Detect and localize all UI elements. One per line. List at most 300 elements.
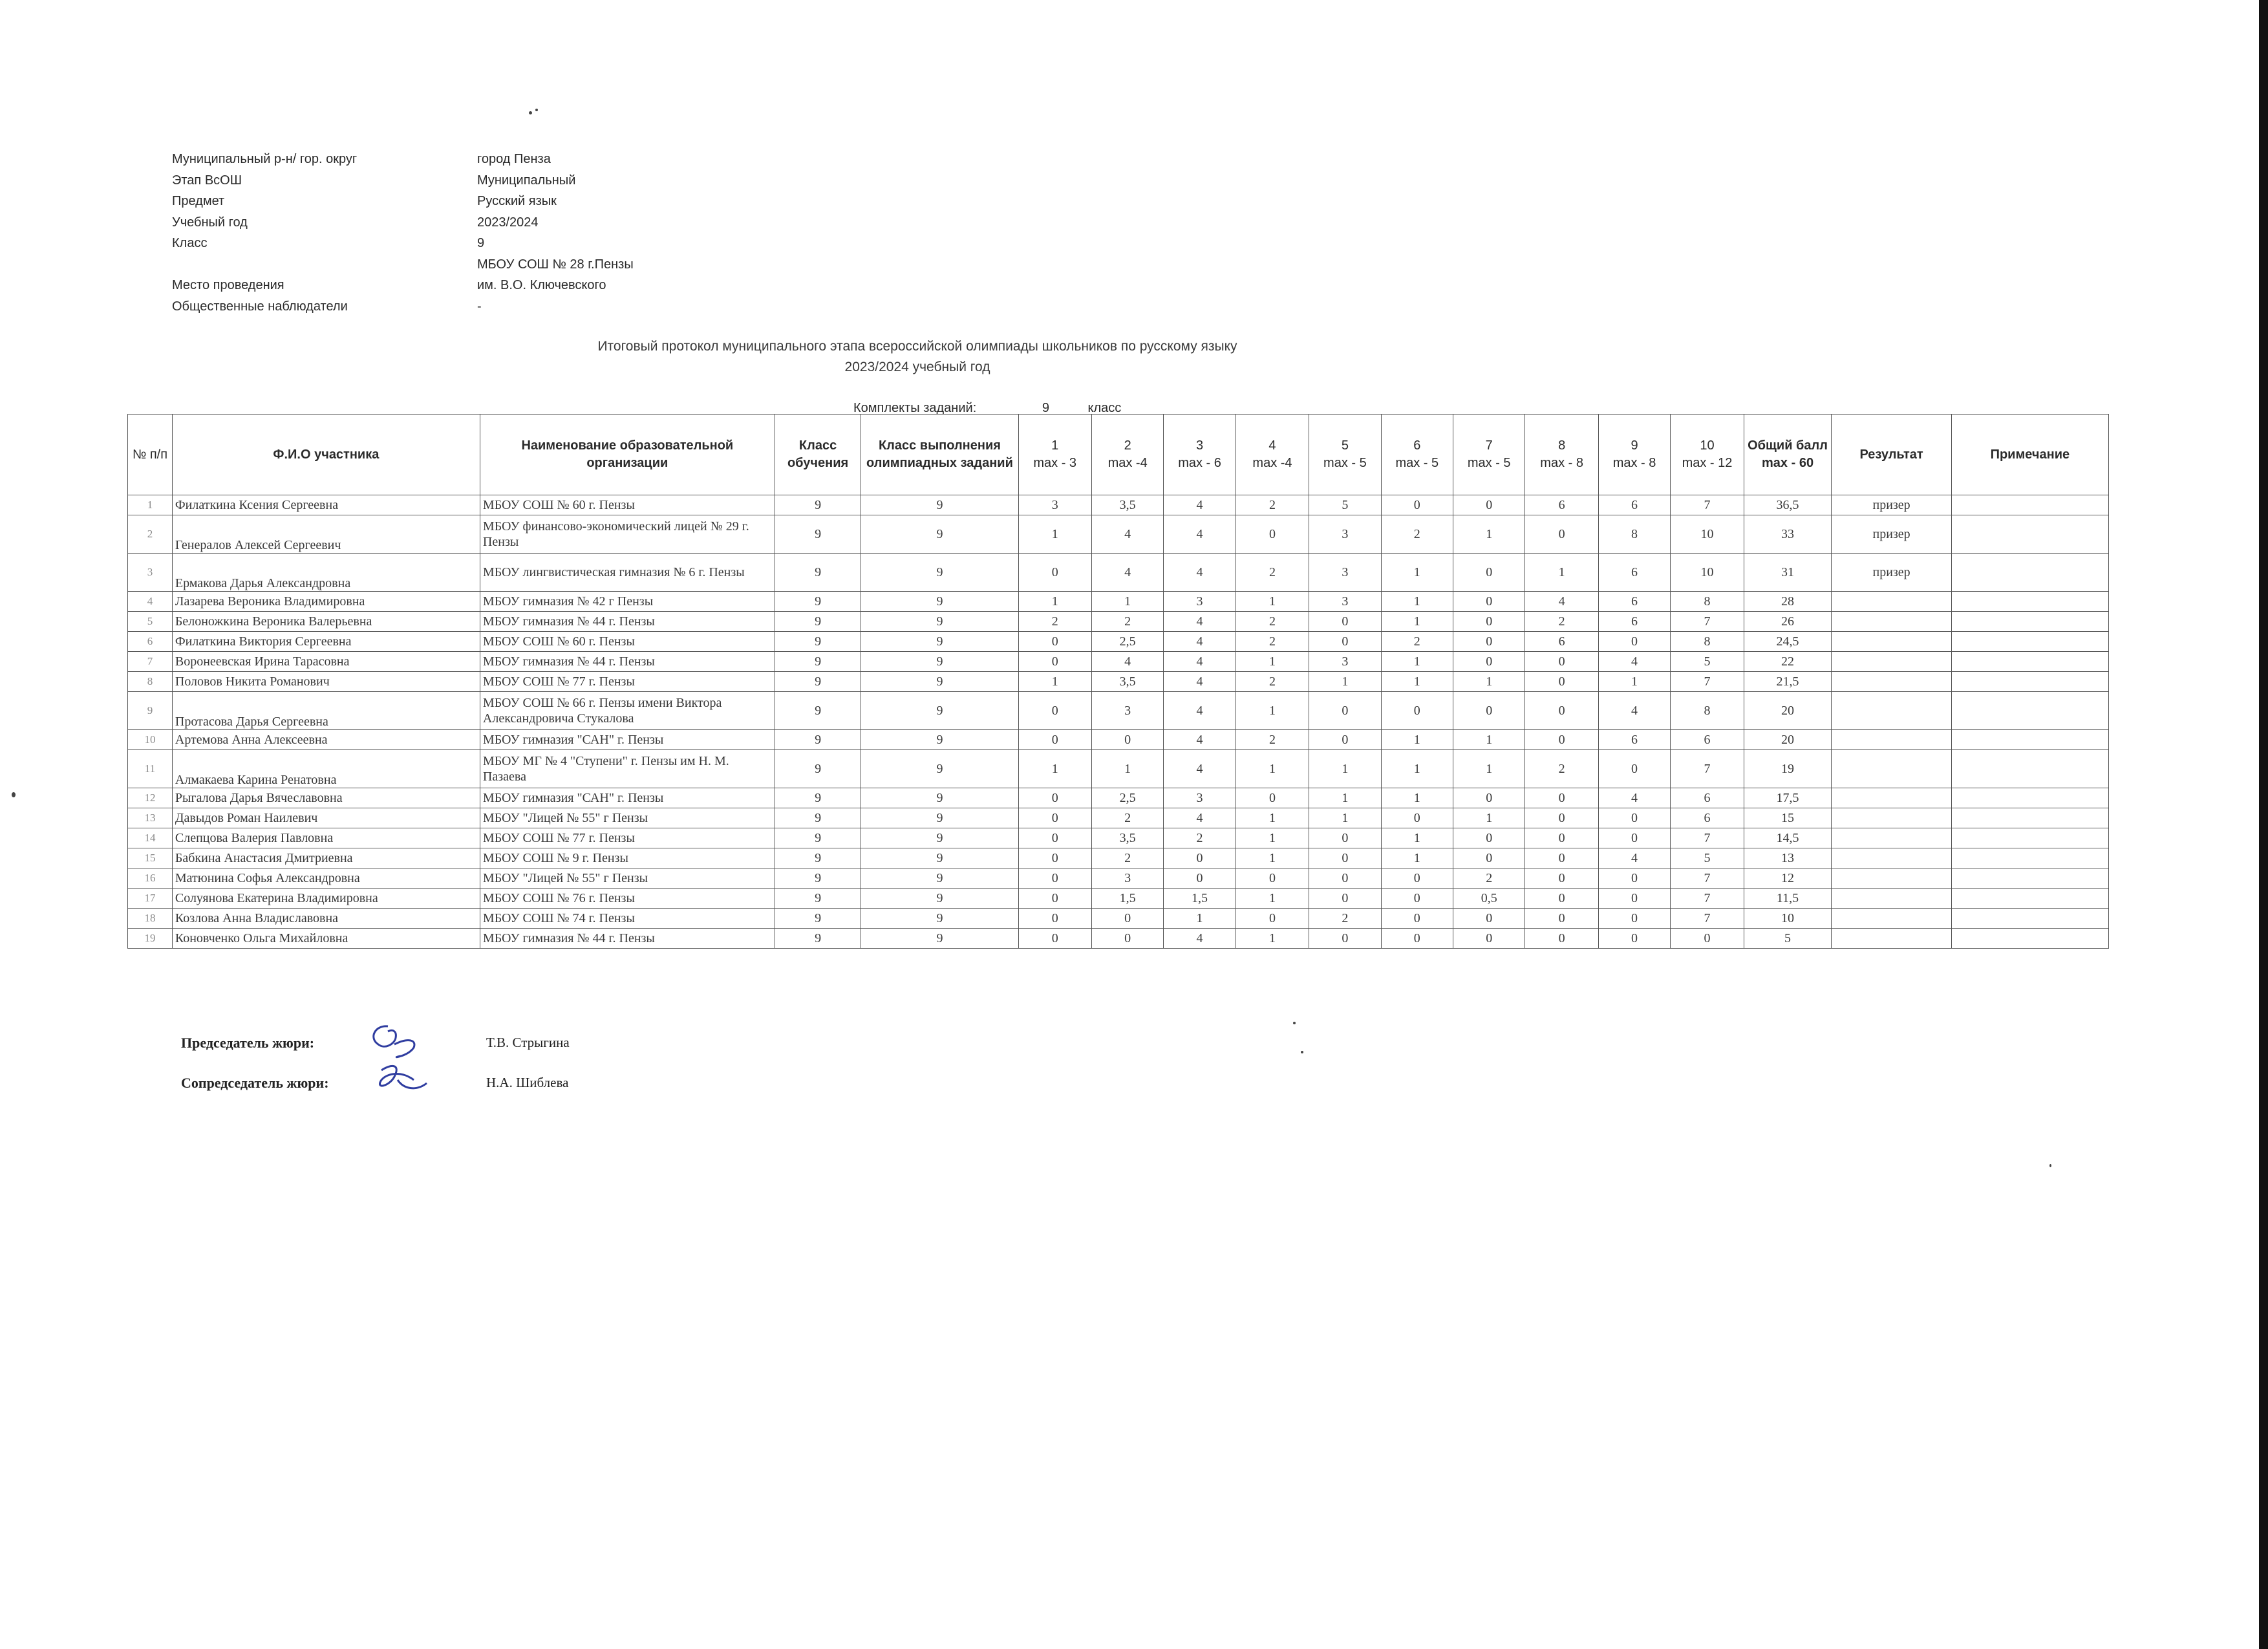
task-score: 2 bbox=[1236, 632, 1309, 652]
row-number: 8 bbox=[128, 672, 173, 692]
chair-label: Председатель жюри: bbox=[181, 1035, 315, 1051]
table-row bbox=[128, 495, 2109, 515]
row-number: 13 bbox=[128, 808, 173, 828]
task-score: 2 bbox=[1309, 909, 1381, 929]
task-score: 0 bbox=[1236, 788, 1309, 808]
grade-cell: 9 bbox=[775, 612, 861, 632]
table-row bbox=[128, 788, 2109, 808]
task-score: 3 bbox=[1091, 868, 1163, 889]
task-score: 3 bbox=[1164, 592, 1236, 612]
task-score: 1 bbox=[1309, 750, 1381, 788]
header-field-value: - bbox=[477, 299, 482, 314]
grade-cell: 9 bbox=[775, 592, 861, 612]
task-score: 2 bbox=[1525, 612, 1598, 632]
results-table bbox=[127, 414, 2109, 949]
task-score: 4 bbox=[1525, 592, 1598, 612]
task-score: 0 bbox=[1018, 909, 1091, 929]
header-field-label: Класс bbox=[172, 236, 208, 250]
school-name: МБОУ гимназия № 42 г Пензы bbox=[480, 592, 775, 612]
grade-cell: 9 bbox=[775, 889, 861, 909]
task-score: 6 bbox=[1598, 592, 1670, 612]
protocol-year: 2023/2024 учебный год bbox=[844, 360, 990, 374]
task-score: 4 bbox=[1091, 652, 1163, 672]
row-number: 18 bbox=[128, 909, 173, 929]
task-score: 7 bbox=[1671, 868, 1744, 889]
task-score: 0 bbox=[1164, 848, 1236, 868]
task-score: 0 bbox=[1309, 929, 1381, 949]
scan-edge bbox=[2259, 0, 2268, 1649]
task-score: 3,5 bbox=[1091, 828, 1163, 848]
scan-speck bbox=[12, 792, 16, 797]
row-number: 19 bbox=[128, 929, 173, 949]
result-cell bbox=[1832, 909, 1951, 929]
school-name: МБОУ "Лицей № 55" г Пензы bbox=[480, 868, 775, 889]
col-task-6 bbox=[1381, 415, 1453, 495]
task-score: 2 bbox=[1381, 515, 1453, 554]
task-score: 0 bbox=[1018, 652, 1091, 672]
row-number: 11 bbox=[128, 750, 173, 788]
total-score: 13 bbox=[1744, 848, 1832, 868]
task-score: 6 bbox=[1671, 730, 1744, 750]
note-cell bbox=[1951, 788, 2108, 808]
col-result: Результат bbox=[1832, 415, 1951, 495]
row-number: 15 bbox=[128, 848, 173, 868]
table-row bbox=[128, 868, 2109, 889]
participant-name: Бабкина Анастасия Дмитриевна bbox=[172, 848, 480, 868]
school-name: МБОУ лингвистическая гимназия № 6 г. Пензы bbox=[480, 554, 775, 592]
grade-cell: 9 bbox=[775, 828, 861, 848]
col-grade: Класс обучения bbox=[775, 415, 861, 495]
header-field-row bbox=[172, 275, 736, 296]
task-score: 0 bbox=[1525, 868, 1598, 889]
task-score: 4 bbox=[1598, 848, 1670, 868]
col-task-max: max - 3 bbox=[1033, 456, 1077, 470]
school-name: МБОУ гимназия № 44 г. Пензы bbox=[480, 612, 775, 632]
header-field-row bbox=[172, 233, 736, 254]
note-cell bbox=[1951, 828, 2108, 848]
table-row bbox=[128, 652, 2109, 672]
task-score: 0 bbox=[1091, 730, 1163, 750]
task-score: 0 bbox=[1018, 632, 1091, 652]
kit-cell: 9 bbox=[861, 692, 1018, 730]
row-number: 10 bbox=[128, 730, 173, 750]
table-row bbox=[128, 828, 2109, 848]
task-score: 4 bbox=[1164, 515, 1236, 554]
task-score: 1 bbox=[1236, 692, 1309, 730]
task-score: 1 bbox=[1309, 808, 1381, 828]
row-number: 7 bbox=[128, 652, 173, 672]
scan-speck bbox=[2049, 1164, 2051, 1167]
kit-cell: 9 bbox=[861, 730, 1018, 750]
school-name: МБОУ "Лицей № 55" г Пензы bbox=[480, 808, 775, 828]
school-name: МБОУ гимназия "САН" г. Пензы bbox=[480, 788, 775, 808]
result-cell bbox=[1832, 788, 1951, 808]
row-number: 12 bbox=[128, 788, 173, 808]
total-score: 12 bbox=[1744, 868, 1832, 889]
header-field-label: Общественные наблюдатели bbox=[172, 299, 348, 314]
protocol-title: Итоговый протокол муниципального этапа всероссийской олимпиады школьников по русскому языку bbox=[597, 339, 1237, 354]
header-field-label: Место проведения bbox=[172, 278, 284, 292]
header-field-row bbox=[172, 170, 736, 191]
task-score: 10 bbox=[1671, 554, 1744, 592]
grade-cell: 9 bbox=[775, 808, 861, 828]
task-score: 0 bbox=[1598, 828, 1670, 848]
note-cell bbox=[1951, 612, 2108, 632]
task-score: 1 bbox=[1236, 652, 1309, 672]
table-row bbox=[128, 730, 2109, 750]
grade-cell: 9 bbox=[775, 909, 861, 929]
kit-cell: 9 bbox=[861, 909, 1018, 929]
task-score: 2 bbox=[1453, 868, 1525, 889]
task-score: 4 bbox=[1164, 929, 1236, 949]
kit-cell: 9 bbox=[861, 652, 1018, 672]
col-kit: Класс выполнения олимпиадных заданий bbox=[861, 415, 1018, 495]
header-field-value: Муниципальный bbox=[477, 173, 576, 188]
task-score: 0 bbox=[1091, 929, 1163, 949]
note-cell bbox=[1951, 515, 2108, 554]
col-task-max: max -4 bbox=[1252, 456, 1292, 470]
kit-cell: 9 bbox=[861, 808, 1018, 828]
col-note: Примечание bbox=[1951, 415, 2108, 495]
task-score: 4 bbox=[1164, 672, 1236, 692]
task-score: 0 bbox=[1525, 828, 1598, 848]
task-score: 7 bbox=[1671, 828, 1744, 848]
task-score: 0 bbox=[1598, 868, 1670, 889]
col-task-max: max - 8 bbox=[1612, 456, 1656, 470]
task-score: 2 bbox=[1091, 848, 1163, 868]
col-task-max: max - 5 bbox=[1323, 456, 1367, 470]
task-score: 0 bbox=[1525, 672, 1598, 692]
task-score: 1 bbox=[1236, 828, 1309, 848]
table-row bbox=[128, 889, 2109, 909]
task-score: 0 bbox=[1525, 515, 1598, 554]
task-score: 0 bbox=[1018, 848, 1091, 868]
task-score: 2 bbox=[1236, 495, 1309, 515]
total-score: 26 bbox=[1744, 612, 1832, 632]
participant-name: Коновченко Ольга Михайловна bbox=[172, 929, 480, 949]
task-score: 0 bbox=[1598, 929, 1670, 949]
table-row bbox=[128, 672, 2109, 692]
scan-speck bbox=[1301, 1051, 1303, 1053]
task-score: 4 bbox=[1164, 750, 1236, 788]
result-cell bbox=[1832, 612, 1951, 632]
task-score: 6 bbox=[1671, 808, 1744, 828]
task-score: 0 bbox=[1525, 652, 1598, 672]
task-score: 6 bbox=[1671, 788, 1744, 808]
participant-name: Филаткина Ксения Сергеевна bbox=[172, 495, 480, 515]
task-score: 6 bbox=[1598, 554, 1670, 592]
task-score: 1 bbox=[1381, 788, 1453, 808]
table-header-row bbox=[128, 415, 2109, 495]
task-score: 7 bbox=[1671, 909, 1744, 929]
task-score: 1 bbox=[1091, 750, 1163, 788]
task-score: 0 bbox=[1018, 788, 1091, 808]
task-score: 4 bbox=[1164, 808, 1236, 828]
task-score: 2 bbox=[1164, 828, 1236, 848]
task-score: 0 bbox=[1309, 612, 1381, 632]
task-score: 1 bbox=[1164, 909, 1236, 929]
header-field-value: 9 bbox=[477, 236, 485, 250]
total-score: 11,5 bbox=[1744, 889, 1832, 909]
task-score: 7 bbox=[1671, 672, 1744, 692]
participant-name: Половов Никита Романович bbox=[172, 672, 480, 692]
task-score: 2 bbox=[1091, 612, 1163, 632]
total-score: 36,5 bbox=[1744, 495, 1832, 515]
school-name: МБОУ гимназия "САН" г. Пензы bbox=[480, 730, 775, 750]
task-score: 0 bbox=[1018, 929, 1091, 949]
kit-cell: 9 bbox=[861, 828, 1018, 848]
task-score: 1 bbox=[1018, 672, 1091, 692]
task-score: 0 bbox=[1525, 848, 1598, 868]
total-score: 22 bbox=[1744, 652, 1832, 672]
task-score: 8 bbox=[1671, 692, 1744, 730]
participant-name: Алмакаева Карина Ренатовна bbox=[172, 750, 480, 788]
table-row bbox=[128, 612, 2109, 632]
task-score: 1 bbox=[1018, 592, 1091, 612]
note-cell bbox=[1951, 929, 2108, 949]
note-cell bbox=[1951, 730, 2108, 750]
school-name: МБОУ гимназия № 44 г. Пензы bbox=[480, 929, 775, 949]
task-score: 3 bbox=[1309, 652, 1381, 672]
result-cell bbox=[1832, 672, 1951, 692]
col-task-4 bbox=[1236, 415, 1309, 495]
school-name: МБОУ гимназия № 44 г. Пензы bbox=[480, 652, 775, 672]
task-score: 3 bbox=[1091, 692, 1163, 730]
school-name: МБОУ СОШ № 66 г. Пензы имени Виктора Александровича Стукалова bbox=[480, 692, 775, 730]
kit-cell: 9 bbox=[861, 515, 1018, 554]
task-score: 7 bbox=[1671, 495, 1744, 515]
task-score: 8 bbox=[1671, 632, 1744, 652]
col-task-max: max -4 bbox=[1107, 456, 1148, 470]
task-score: 1 bbox=[1236, 808, 1309, 828]
result-cell: призер bbox=[1832, 495, 1951, 515]
task-score: 10 bbox=[1671, 515, 1744, 554]
task-score: 4 bbox=[1164, 632, 1236, 652]
total-score: 19 bbox=[1744, 750, 1832, 788]
header-field-row bbox=[172, 212, 736, 233]
task-score: 0 bbox=[1453, 652, 1525, 672]
task-score: 0,5 bbox=[1453, 889, 1525, 909]
task-score: 0 bbox=[1525, 808, 1598, 828]
row-number: 6 bbox=[128, 632, 173, 652]
task-score: 0 bbox=[1598, 750, 1670, 788]
col-task-number: 2 bbox=[1124, 438, 1131, 453]
result-cell bbox=[1832, 652, 1951, 672]
grade-cell: 9 bbox=[775, 929, 861, 949]
participant-name: Ермакова Дарья Александровна bbox=[172, 554, 480, 592]
task-score: 0 bbox=[1598, 808, 1670, 828]
task-score: 0 bbox=[1018, 730, 1091, 750]
task-score: 2 bbox=[1236, 672, 1309, 692]
col-task-max: max - 12 bbox=[1682, 456, 1733, 470]
task-score: 0 bbox=[1598, 909, 1670, 929]
task-score: 0 bbox=[1309, 730, 1381, 750]
total-score: 20 bbox=[1744, 730, 1832, 750]
header-field-label: Предмет bbox=[172, 194, 225, 208]
task-score: 0 bbox=[1309, 828, 1381, 848]
col-task-7 bbox=[1453, 415, 1525, 495]
col-task-max: max - 6 bbox=[1178, 456, 1221, 470]
task-score: 1 bbox=[1236, 848, 1309, 868]
task-score: 8 bbox=[1598, 515, 1670, 554]
school-name: МБОУ СОШ № 77 г. Пензы bbox=[480, 828, 775, 848]
note-cell bbox=[1951, 672, 2108, 692]
task-score: 4 bbox=[1164, 554, 1236, 592]
task-score: 5 bbox=[1309, 495, 1381, 515]
header-field-value: МБОУ СОШ № 28 г.Пензы bbox=[477, 257, 634, 272]
note-cell bbox=[1951, 554, 2108, 592]
table-row bbox=[128, 750, 2109, 788]
school-name: МБОУ СОШ № 76 г. Пензы bbox=[480, 889, 775, 909]
result-cell bbox=[1832, 889, 1951, 909]
kit-cell: 9 bbox=[861, 848, 1018, 868]
participant-name: Лазарева Вероника Владимировна bbox=[172, 592, 480, 612]
grade-cell: 9 bbox=[775, 495, 861, 515]
kit-cell: 9 bbox=[861, 612, 1018, 632]
task-score: 1 bbox=[1018, 515, 1091, 554]
task-score: 7 bbox=[1671, 750, 1744, 788]
task-score: 0 bbox=[1236, 909, 1309, 929]
task-score: 0 bbox=[1453, 554, 1525, 592]
task-score: 6 bbox=[1525, 495, 1598, 515]
task-score: 1 bbox=[1381, 612, 1453, 632]
header-field-row bbox=[172, 296, 736, 318]
table-row bbox=[128, 632, 2109, 652]
row-number: 1 bbox=[128, 495, 173, 515]
row-number: 4 bbox=[128, 592, 173, 612]
task-score: 1 bbox=[1381, 828, 1453, 848]
task-score: 1 bbox=[1236, 889, 1309, 909]
note-cell bbox=[1951, 652, 2108, 672]
row-number: 9 bbox=[128, 692, 173, 730]
col-task-number: 7 bbox=[1485, 438, 1493, 453]
task-score: 1 bbox=[1381, 652, 1453, 672]
result-cell: призер bbox=[1832, 554, 1951, 592]
task-score: 1 bbox=[1453, 750, 1525, 788]
task-score: 0 bbox=[1525, 929, 1598, 949]
task-score: 0 bbox=[1018, 868, 1091, 889]
note-cell bbox=[1951, 592, 2108, 612]
task-score: 0 bbox=[1381, 929, 1453, 949]
task-score: 0 bbox=[1453, 909, 1525, 929]
col-task-number: 8 bbox=[1558, 438, 1566, 453]
participant-name: Артемова Анна Алексеевна bbox=[172, 730, 480, 750]
task-score: 4 bbox=[1164, 692, 1236, 730]
col-task-number: 3 bbox=[1195, 438, 1204, 453]
task-score: 0 bbox=[1164, 868, 1236, 889]
task-score: 3 bbox=[1309, 592, 1381, 612]
result-cell bbox=[1832, 848, 1951, 868]
participant-name: Слепцова Валерия Павловна bbox=[172, 828, 480, 848]
participant-name: Матюнина Софья Александровна bbox=[172, 868, 480, 889]
result-cell: призер bbox=[1832, 515, 1951, 554]
task-score: 4 bbox=[1598, 788, 1670, 808]
task-score: 4 bbox=[1164, 495, 1236, 515]
task-score: 0 bbox=[1381, 868, 1453, 889]
note-cell bbox=[1951, 750, 2108, 788]
participant-name: Филаткина Виктория Сергеевна bbox=[172, 632, 480, 652]
task-score: 5 bbox=[1671, 848, 1744, 868]
grade-cell: 9 bbox=[775, 632, 861, 652]
grade-cell: 9 bbox=[775, 672, 861, 692]
task-score: 0 bbox=[1236, 868, 1309, 889]
col-task-max: max - 5 bbox=[1395, 456, 1439, 470]
task-score: 0 bbox=[1453, 828, 1525, 848]
task-score: 2 bbox=[1091, 808, 1163, 828]
kits-label: Комплекты заданий: bbox=[853, 401, 977, 415]
kits-suffix: класс bbox=[1087, 401, 1122, 415]
row-number: 17 bbox=[128, 889, 173, 909]
note-cell bbox=[1951, 889, 2108, 909]
header-field-value: город Пенза bbox=[477, 152, 551, 166]
col-task-8 bbox=[1525, 415, 1598, 495]
header-field-row bbox=[172, 149, 736, 170]
task-score: 1 bbox=[1236, 929, 1309, 949]
result-cell bbox=[1832, 730, 1951, 750]
task-score: 0 bbox=[1525, 730, 1598, 750]
task-score: 0 bbox=[1091, 909, 1163, 929]
task-score: 0 bbox=[1453, 788, 1525, 808]
kit-cell: 9 bbox=[861, 632, 1018, 652]
task-score: 1 bbox=[1381, 672, 1453, 692]
grade-cell: 9 bbox=[775, 750, 861, 788]
col-org: Наименование образовательной организации bbox=[480, 415, 775, 495]
task-score: 6 bbox=[1598, 612, 1670, 632]
row-number: 16 bbox=[128, 868, 173, 889]
school-name: МБОУ СОШ № 60 г. Пензы bbox=[480, 495, 775, 515]
total-score: 15 bbox=[1744, 808, 1832, 828]
table-row bbox=[128, 692, 2109, 730]
task-score: 7 bbox=[1671, 612, 1744, 632]
task-score: 4 bbox=[1598, 652, 1670, 672]
kit-cell: 9 bbox=[861, 788, 1018, 808]
task-score: 4 bbox=[1164, 612, 1236, 632]
header-field-label: Этап ВсОШ bbox=[172, 173, 242, 188]
school-name: МБОУ финансово-экономический лицей № 29 г. Пензы bbox=[480, 515, 775, 554]
task-score: 4 bbox=[1164, 730, 1236, 750]
total-score: 14,5 bbox=[1744, 828, 1832, 848]
school-name: МБОУ СОШ № 9 г. Пензы bbox=[480, 848, 775, 868]
row-number: 3 bbox=[128, 554, 173, 592]
note-cell bbox=[1951, 909, 2108, 929]
header-field-row bbox=[172, 191, 736, 212]
result-cell bbox=[1832, 692, 1951, 730]
task-score: 3 bbox=[1309, 515, 1381, 554]
note-cell bbox=[1951, 808, 2108, 828]
scan-speck bbox=[535, 109, 538, 111]
grade-cell: 9 bbox=[775, 848, 861, 868]
task-score: 0 bbox=[1525, 909, 1598, 929]
header-field-value: Русский язык bbox=[477, 194, 557, 208]
task-score: 6 bbox=[1525, 632, 1598, 652]
school-name: МБОУ МГ № 4 "Ступени" г. Пензы им Н. М. Пазаева bbox=[480, 750, 775, 788]
participant-name: Козлова Анна Владиславовна bbox=[172, 909, 480, 929]
total-score: 10 bbox=[1744, 909, 1832, 929]
col-task-number: 1 bbox=[1051, 438, 1059, 453]
task-score: 1 bbox=[1598, 672, 1670, 692]
table-row bbox=[128, 848, 2109, 868]
task-score: 0 bbox=[1453, 592, 1525, 612]
col-fio: Ф.И.О участника bbox=[172, 415, 480, 495]
task-score: 3 bbox=[1018, 495, 1091, 515]
total-score: 5 bbox=[1744, 929, 1832, 949]
task-score: 0 bbox=[1453, 612, 1525, 632]
col-task-number: 9 bbox=[1631, 438, 1638, 453]
col-task-number: 10 bbox=[1700, 438, 1715, 453]
kit-cell: 9 bbox=[861, 495, 1018, 515]
task-score: 0 bbox=[1381, 808, 1453, 828]
task-score: 2 bbox=[1236, 554, 1309, 592]
